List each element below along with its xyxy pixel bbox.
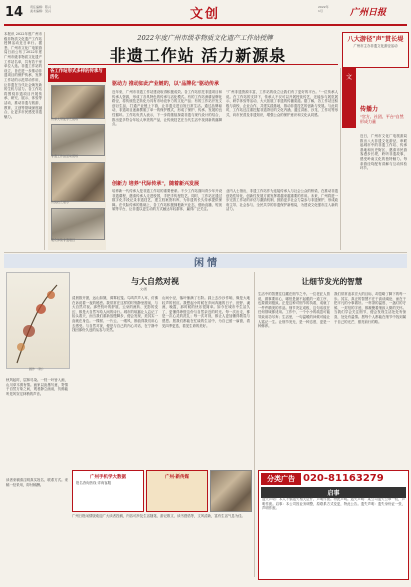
far-right-subtitle: 广州市主办非遗文化游径活动 bbox=[353, 44, 398, 48]
photo-4 bbox=[51, 208, 105, 240]
leisure-banner: 闲情 bbox=[4, 254, 407, 268]
painting-caption: 画作 《秋》 bbox=[29, 367, 45, 371]
section-name: 文创 bbox=[190, 7, 221, 22]
right-article-title: 让细节发光的智慧 bbox=[301, 277, 363, 286]
ad-photo bbox=[210, 470, 252, 512]
bottom-left-extra-2: 广州日报闲情版欢迎广大读者投稿，内容可涉及生活随笔、游记散文、读书感悟等，文风清新，富有生活气息为佳。 bbox=[72, 514, 245, 518]
article-body-1: 近年来，广州市非遗工作站建设取得积极成效。各工作站依托非遗项目和传承人资源，形成了各具特色的传承与活化模式。有的工作站深耕品牌化路径，将传统技艺转化为具有市场竞争力的文化产品；有的工作站开发文创衍生品，打通产业链上下游，让非遗走进百姓日常生活。通过品牌驱动，非遗项目逐渐摆脱了单一的保护模式，形成了保护、传承、发展的良性循环。工作站负责人表示，下一步将继续探索非遗与现代设计的结合，推出更多符合年轻人审美的产品，让传统技艺在当代生活中找到新的落脚点。 bbox=[112, 90, 222, 127]
right-title: 传播力 bbox=[360, 106, 379, 113]
poem: 秋风起时，层林尽染。一枝一叶皆入画，山川草木俱有情。画家以淡墨写意，寄情于自然万象之间，观者静立画前，仿佛能听见风穿过林梢的声音。 bbox=[6, 378, 68, 396]
caption-3: 传统技艺展示 bbox=[51, 200, 70, 204]
article-body-3: 培养新一代传承人是非遗工作站的重要使命。不少工作站面向青少年开设非遗课程，邀请传承人走进校园，手把手传授技艺。同时，工作站还通过数字化手段记录非遗技艺，建立档案资料库，为非遗的长久传承提供保障。在代际传承的基础上，各工作站积极拥抱新兴业态，借助直播、短视频等平台，让非遗以更生动的方式触达年轻群体，赢得广泛关注。 bbox=[112, 189, 222, 212]
classified-ad-sub: 启事 bbox=[261, 487, 406, 498]
far-right-title: 八大游径"声"贯长堤 bbox=[347, 36, 404, 43]
left-article-author: 文/图 bbox=[140, 287, 148, 291]
masthead bbox=[0, 0, 411, 30]
right-article-body-1: 生活中的智慧往往藏在细节之中。一位老匠人曾说，做事要用心，哪怕是最不起眼的一道工序，也要做到极致。正是这种对细节的执着，成就了一件件精美的作品。细节决定成败，这句话放在任何领域都适用。工作中，一个小小的疏忽可能导致前功尽弃；生活里，一句温暖的问候可能让人铭记一生。让细节发光，是一种态度，更是一种修养。 bbox=[258, 292, 330, 329]
section-label-box: 文 bbox=[342, 68, 356, 128]
feature-kicker: 2022年度广州市级非物质文化遗产工作站授牌 bbox=[137, 34, 273, 42]
header-meta-left: 责任编辑：陈兴 美术编辑：吴兴 bbox=[30, 5, 52, 13]
photo-1 bbox=[51, 85, 105, 119]
right-article-body-2: 我们常常追求宏大的目标，却忽略了脚下的每一步。其实，真正的智慧不在于高谈阔论，而在于把平凡的小事做好。一杯茶的温度、一盏灯的守候、一封信的字迹，都凝聚着细致入微的关怀。当我们学会关注细节，便会发现生活处处有惊喜，处处有温情。愿每个人都能在细节中找到属于自己的光芒，照亮前行的路。 bbox=[334, 292, 406, 324]
left-article-body-1: 清晨推开窗，远山如黛，薄雾轻笼。鸟鸣声声入耳，仿佛在诉说着一夜的秘密。我常常在这样的时刻静坐窗前，与大自然对视。那些枝叶的舒展、云朵的流转、光影的变幻，都是大自然写给人间的诗行。城市的喧嚣让人忘记了抬头看天，而当我们重新放慢脚步，便会发现，美其实一直就在身边。一棵树、一片云、一缕风，都值得我们用心去感受。与自然对视，便是与自己的内心对话，在宁静中找回那份久违的从容与安然。 bbox=[72, 296, 158, 333]
brand-logo: 广州日报 bbox=[350, 8, 387, 18]
feature-headline: 非遗工作站 活力新源泉 bbox=[109, 46, 287, 65]
photo-3 bbox=[51, 162, 105, 202]
far-right-box bbox=[342, 32, 409, 68]
classified-ad-phone: 020-81163279 bbox=[303, 473, 384, 484]
bottom-left-extra: 读者来稿请注明真实姓名、联系方式。来稿一经采用，即付稿酬。 bbox=[6, 478, 68, 487]
subhead-2: 创新力 培养"代际传承"，随着新兴发展 bbox=[112, 181, 199, 187]
far-right-body: 近日，广州市文化广电旅游局推出八大非遗文化游径，串联起城市中的非遗工作站、传承基地和历史街区，邀请市民游客漫步长堤，聆听非遗故事，感受岭南文化的独特魅力。每条游径均配有讲解与互动体验环节。 bbox=[360, 134, 407, 171]
subhead-1: 驱动力 推动如此产业链的，以"品牌化"驱动传承 bbox=[112, 81, 219, 87]
article-body-2: "广州非遗资源丰富，工作站的设立让我们有了更好的平台。"一位传承人说。在工作站的支持下，传承人不仅可以开展授徒传艺，还能参与展览展示、研学体验等活动，大大拓展了非遗的传播渠道。据了解，各工作站还积极与高校、企业合作，共建实践基地，推动非遗技艺的创新与发展。与此同时，工作站还注重挖掘非遗背后的文化内涵，通过讲座、沙龙、工作坊等形式，向市民普及非遗知识，增强公众的保护意识和文化认同感。 bbox=[226, 90, 338, 117]
left-article-body-2: 山间小径，落叶铺满了石阶。踩上去沙沙作响，像是大地轻声的回应。我想起小时候在乡间奔跑的日子，田野、溪流、晚霞，那时候的快乐很简单。如今在城市中生活久了，更懂得珍惜这份与自然亲近的时光。每一次出走，都是一次心灵的洗礼；每一次对视，都让人更加懂得敬畏与感恩。愿我们都能在忙碌的生活中，为自己留一扇窗，看见四季更迭，看见生命的美好。 bbox=[162, 296, 250, 328]
classified-ad-title: 分类广告 bbox=[261, 473, 301, 485]
classified-ad: 分类广告 020-81163279 启事 遗失声明：本人不慎遗失相关证件，声明作废。特此声明。遗失声明：某公司遗失公章一枚，声明作废。启事：本公司因业务调整，原联系方式变更，特此公告。遗失声明：遗失身份证一张，声明作废。 bbox=[258, 470, 409, 580]
left-column: 本报讯 2022年度广州市级非物质文化遗产工作站授牌活动近日举行。据悉，广州市文化广电旅游局日前公布了2022年度广州市级非物质文化遗产工作站名单，共有若干家单位入选。非遗工作站的设立，旨在进一步推动非遗项目的保护传承，发挥工作站的示范带动作用，让非遗在当代社会焕发新的生机与活力。各工作站将围绕非遗项目开展传承、研究、展示、体验等活动，推动非遗与旅游、教育、文创等领域深度融合，让更多市民感受非遗魅力。 bbox=[4, 32, 42, 119]
small-ad-2: 广州·新传媒 bbox=[146, 470, 208, 512]
painting bbox=[6, 272, 70, 369]
photo-sidebar bbox=[48, 68, 106, 250]
header-rule bbox=[4, 24, 407, 26]
photo-2 bbox=[51, 124, 105, 156]
header-meta-right: 2022年 1月 bbox=[318, 5, 329, 13]
caption-2: 非遗工作站活动现场 bbox=[51, 154, 79, 158]
right-subtitle: "官方、社团、平台"自然形成力量 bbox=[360, 114, 404, 124]
sidebar-banner: 各工作站形式多样的传承与活化 bbox=[48, 68, 106, 82]
page-number: 14 bbox=[5, 5, 24, 20]
left-article-title: 与大自然对视 bbox=[131, 276, 179, 286]
caption-1: 传承人带徒学艺现场 bbox=[51, 117, 79, 121]
caption-4: 观众体验非遗项目 bbox=[51, 238, 76, 242]
small-ad-1: 广州手机学大数据 报名咨询热线 详询客服 bbox=[72, 470, 144, 512]
painting-art bbox=[7, 273, 69, 368]
article-body-4: 业内人士指出，非遗工作站作为连接传承人与社会公众的桥梁，在推动非遗创造性转化、创新性发展方面发挥着越来越重要的作用。未来，广州将进一步完善工作站的评估与激励机制，鼓励更多社会力量参与非遗保护，形成政府主导、社会参与、全民共享的非遗保护新格局，为建设文化强市注入新的活力。 bbox=[226, 189, 338, 212]
